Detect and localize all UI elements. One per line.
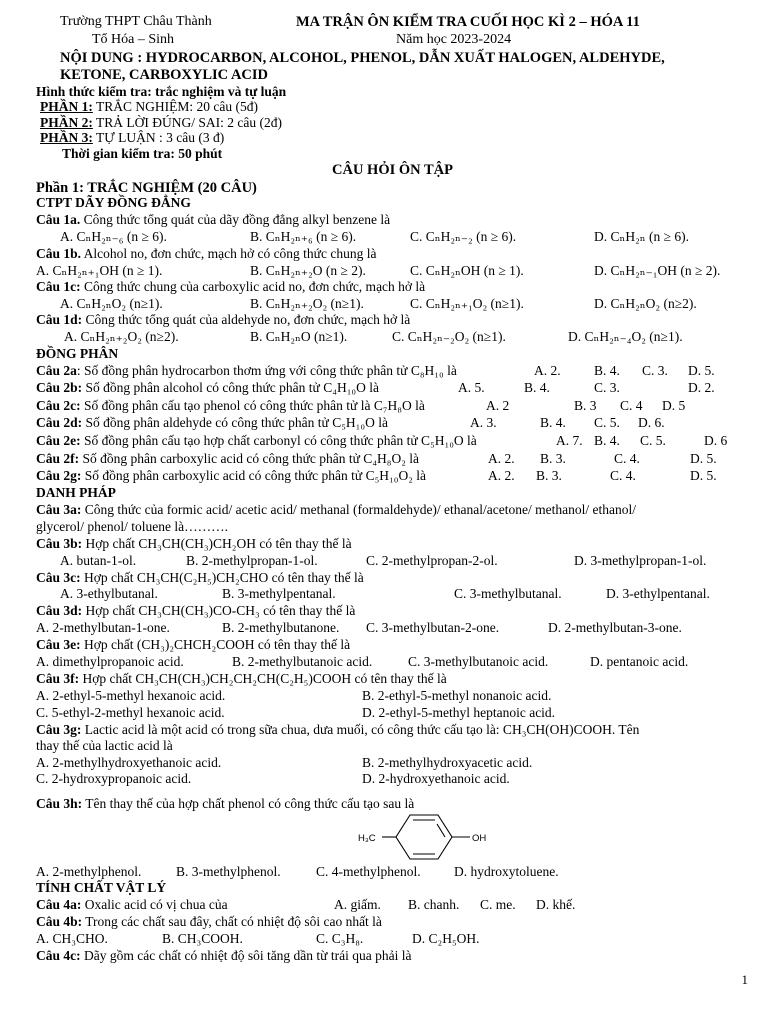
question-label: Câu 1d:: [36, 312, 83, 327]
option-a: A. giấm.: [334, 897, 381, 912]
option-c: C. 3-methylbutanal.: [454, 586, 562, 601]
option-b: B. 4.: [594, 433, 620, 448]
option-a: A. 2-methylbutan-1-one.: [36, 620, 170, 635]
question-3f: [36, 671, 447, 687]
question-text: Số đồng phân cấu tạo hợp chất carbonyl có công thức phân tử C₅H₁₀O là: [80, 433, 477, 448]
part-3-label: PHẦN 3:: [40, 130, 93, 145]
option-c: C. 4.: [614, 451, 640, 466]
part-3-info: [40, 130, 224, 146]
option-a: A. 2.: [488, 468, 515, 483]
option-a: A. 2: [486, 398, 510, 413]
option-d: D. 3-ethylpentanal.: [606, 586, 710, 601]
option-d: D. pentanoic acid.: [590, 654, 689, 669]
question-label: Câu 3c:: [36, 570, 81, 585]
question-4c: [36, 948, 411, 964]
option-a: A. 2-methylphenol.: [36, 864, 142, 879]
question-3e: [36, 637, 350, 653]
question-4a: [36, 897, 228, 913]
option-a: A. 3.: [470, 415, 497, 430]
question-label: Câu 2a: [36, 363, 77, 378]
option-d: D. 3-methylpropan-1-ol.: [574, 553, 707, 568]
question-1b: [36, 246, 376, 262]
option-a: A. CₙH₂ₙ₊₁OH (n ≥ 1).: [36, 263, 163, 278]
option-d: D. C₂H₅OH.: [412, 931, 480, 946]
question-text: Dãy gồm các chất có nhiệt độ sôi tăng dần từ trái qua phải là: [80, 948, 412, 963]
question-text: Hợp chất CH₃CH(C₂H₅)CH₂CHO có tên thay thế là: [80, 570, 364, 585]
option-c: C. 3.: [642, 363, 668, 378]
option-a: A. 2-methylhydroxyethanoic acid.: [36, 755, 222, 770]
option-d: D. 5: [662, 398, 686, 413]
option-b: B. 3: [574, 398, 597, 413]
option-a: A. 5.: [458, 380, 485, 395]
option-d: D. 2.: [688, 380, 715, 395]
question-2g: [36, 468, 426, 484]
part-1-label: PHẦN 1:: [40, 99, 93, 114]
section-heading: ĐỒNG PHÂN: [36, 346, 119, 361]
question-4b: [36, 914, 382, 930]
question-label: Câu 3h:: [36, 796, 83, 811]
school-name: Trường THPT Châu Thành: [60, 14, 212, 29]
doc-title: MA TRẬN ÔN KIỂM TRA CUỐI HỌC KÌ 2 – HÓA 11: [296, 14, 640, 30]
question-2a: [36, 363, 457, 379]
option-c: C. 5-ethyl-2-methyl hexanoic acid.: [36, 705, 225, 720]
hydroxyl-label: OH: [472, 833, 487, 844]
option-b: B. 2-ethyl-5-methyl nonanoic acid.: [362, 688, 552, 703]
option-c: C. 2-hydroxypropanoic acid.: [36, 771, 192, 786]
question-3g-continued: thay thế của lactic acid là: [36, 738, 173, 753]
option-a: A. butan-1-ol.: [60, 553, 137, 568]
option-c: C. 3-methylbutanoic acid.: [408, 654, 549, 669]
question-text: Số đồng phân carboxylic acid có công thức phân tử C₄H₈O₂ là: [79, 451, 420, 466]
part-1-text: TRẮC NGHIỆM: 20 câu (5đ): [92, 99, 258, 114]
question-1c: [36, 279, 425, 295]
question-3g: [36, 722, 639, 738]
option-d: D. CₙH₂ₙO₂ (n≥2).: [594, 296, 697, 311]
option-d: D. CₙH₂ₙ (n ≥ 6).: [594, 229, 690, 244]
option-a: A. 2.: [534, 363, 561, 378]
question-1d: [36, 312, 410, 328]
exam-form: Hình thức kiểm tra: trắc nghiệm và tự luận: [36, 84, 287, 99]
question-label: Câu 1a.: [36, 212, 81, 227]
content-line-2: KETONE, CARBOXYLIC ACID: [60, 67, 269, 83]
option-d: D. 6.: [638, 415, 665, 430]
question-text: Công thức của formic acid/ acetic acid/ methanal (formaldehyde)/ ethanal/acetone/ methanol/ ethanol/: [81, 502, 636, 517]
question-label: Câu 3a:: [36, 502, 82, 517]
option-a: A. CₙH₂ₙ₊₂O₂ (n≥2).: [64, 329, 179, 344]
option-b: B. 3-methylphenol.: [176, 864, 281, 879]
part-2-label: PHẦN 2:: [40, 115, 93, 130]
option-c: C. 4-methylphenol.: [316, 864, 421, 879]
question-text: Công thức tổng quát của aldehyde no, đơn chức, mạch hở là: [82, 312, 411, 327]
question-label: Câu 2f:: [36, 451, 80, 466]
option-c: C. 5.: [640, 433, 666, 448]
option-c: C. 4.: [610, 468, 636, 483]
option-d: D. 5.: [690, 451, 717, 466]
question-2c: [36, 398, 425, 414]
option-b: B. 4.: [540, 415, 566, 430]
option-a: A. 2.: [488, 451, 515, 466]
option-b: B. 2-methylbutanoic acid.: [232, 654, 373, 669]
option-b: B. CₙH₂ₙ₊₆ (n ≥ 6).: [250, 229, 357, 244]
question-label: Câu 4a:: [36, 897, 82, 912]
question-label: Câu 2e:: [36, 433, 81, 448]
exam-time: Thời gian kiểm tra: 50 phút: [62, 146, 223, 161]
question-text: Hợp chất CH₃CH(CH₃)CH₂CH₂CH(C₂H₅)COOH có tên thay thế là: [79, 671, 447, 686]
section-heading: TÍNH CHẤT VẬT LÝ: [36, 880, 167, 895]
question-1a: [36, 212, 390, 228]
option-c: C. CₙH₂ₙ₊₁O₂ (n≥1).: [410, 296, 524, 311]
option-d: D. 2-hydroxyethanoic acid.: [362, 771, 510, 786]
option-c: C. 2-methylpropan-2-ol.: [366, 553, 498, 568]
option-d: D. 5.: [690, 468, 717, 483]
question-label: Câu 2c:: [36, 398, 81, 413]
review-title: CÂU HỎI ÔN TẬP: [332, 162, 453, 178]
question-text: Trong các chất sau đây, chất có nhiệt độ sôi cao nhất là: [82, 914, 382, 929]
option-b: B. CₙH₂ₙ₊₂O (n ≥ 2).: [250, 263, 366, 278]
question-label: Câu 3g:: [36, 722, 82, 737]
option-d: D. hydroxytoluene.: [454, 864, 559, 879]
option-d: D. 2-methylbutan-3-one.: [548, 620, 682, 635]
option-d: D. 5.: [688, 363, 715, 378]
question-3a: [36, 502, 636, 518]
option-c: C. 3.: [594, 380, 620, 395]
p-cresol-structure: [356, 808, 496, 866]
question-label: Câu 3f:: [36, 671, 80, 686]
school-year: Năm học 2023-2024: [396, 32, 512, 47]
question-3b: [36, 536, 352, 552]
question-label: Câu 3b:: [36, 536, 83, 551]
question-label: Câu 4c:: [36, 948, 81, 963]
option-a: A. 2-ethyl-5-methyl hexanoic acid.: [36, 688, 226, 703]
option-b: B. 2-methylhydroxyacetic acid.: [362, 755, 533, 770]
page-number: 1: [741, 972, 748, 987]
option-c: C. me.: [480, 897, 516, 912]
question-text: Số đồng phân carboxylic acid có công thức phân tử C₅H₁₀O₂ là: [81, 468, 427, 483]
question-2e: [36, 433, 477, 449]
option-d: D. 6: [704, 433, 728, 448]
option-c: C. CₙH₂ₙOH (n ≥ 1).: [410, 263, 524, 278]
part-2-text: TRẢ LỜI ĐÚNG/ SAI: 2 câu (2đ): [92, 115, 282, 130]
option-b: B. CₙH₂ₙO (n≥1).: [250, 329, 348, 344]
question-text: Số đồng phân aldehyde có công thức phân tử C₅H₁₀O là: [82, 415, 388, 430]
question-text: Lactic acid là một acid có trong sữa chua, dưa muối, có công thức cấu tạo là: CH₃CH(OH)COOH. Tên: [81, 722, 640, 737]
question-3d: [36, 603, 355, 619]
question-label: Câu 2g:: [36, 468, 82, 483]
option-b: B. 3-methylpentanal.: [222, 586, 336, 601]
option-b: B. 4.: [594, 363, 620, 378]
question-label: Câu 2d:: [36, 415, 83, 430]
question-label: Câu 1b.: [36, 246, 82, 261]
option-a: A. CₙH₂ₙ₋₆ (n ≥ 6).: [60, 229, 167, 244]
option-a: A. 3-ethylbutanal.: [60, 586, 158, 601]
option-a: A. CₙH₂ₙO₂ (n≥1).: [60, 296, 163, 311]
option-c: C. 5.: [594, 415, 620, 430]
option-d: D. 2-ethyl-5-methyl heptanoic acid.: [362, 705, 556, 720]
option-b: B. chanh.: [408, 897, 460, 912]
section-heading: DANH PHÁP: [36, 485, 116, 500]
question-label: Câu 2b:: [36, 380, 83, 395]
content-line-1: NỘI DUNG : HYDROCARBON, ALCOHOL, PHENOL, DẪN XUẤT HALOGEN, ALDEHYDE,: [60, 50, 665, 66]
option-d: D. khế.: [536, 897, 576, 912]
part-1-heading: Phần 1: TRẮC NGHIỆM (20 CÂU): [36, 180, 257, 196]
option-c: C. 4: [620, 398, 643, 413]
option-a: A. CH₃CHO.: [36, 931, 108, 946]
option-c: C. 3-methylbutan-2-one.: [366, 620, 500, 635]
question-text: Oxalic acid có vị chua của: [81, 897, 228, 912]
question-3a-continued: glycerol/ phenol/ toluene là……….: [36, 519, 228, 534]
question-text: Tên thay thế của hợp chất phenol có công thức cấu tạo sau là: [82, 796, 415, 811]
question-label: Câu 3d:: [36, 603, 83, 618]
question-text: Số đồng phân cấu tạo phenol có công thức phân tử là C₇H₈O là: [80, 398, 425, 413]
question-3c: [36, 570, 364, 586]
part-2-info: [40, 115, 282, 131]
question-text: Số đồng phân alcohol có công thức phân tử C₄H₁₀O là: [82, 380, 379, 395]
question-2b: [36, 380, 379, 396]
part-1-info: [40, 99, 258, 115]
question-label: Câu 4b:: [36, 914, 83, 929]
question-text: : Số đồng phân hydrocarbon thơm ứng với công thức phân tử C₈H₁₀ là: [76, 363, 457, 378]
section-heading: CTPT DÃY ĐỒNG ĐẲNG: [36, 195, 191, 210]
option-b: B. 3.: [536, 468, 562, 483]
question-text: Công thức chung của carboxylic acid no, đơn chức, mạch hở là: [80, 279, 426, 294]
option-b: B. 3.: [540, 451, 566, 466]
option-b: B. 2-methylpropan-1-ol.: [186, 553, 318, 568]
option-c: C. CₙH₂ₙ₋₂O₂ (n≥1).: [392, 329, 506, 344]
part-3-text: TỰ LUẬN : 3 câu (3 đ): [92, 130, 225, 145]
question-text: Hợp chất CH₃CH(CH₃)CH₂OH có tên thay thế là: [82, 536, 352, 551]
option-d: D. CₙH₂ₙ₋₁OH (n ≥ 2).: [594, 263, 721, 278]
question-label: Câu 1c:: [36, 279, 81, 294]
question-2f: [36, 451, 419, 467]
methyl-label: H₃C: [358, 833, 376, 844]
question-text: Hợp chất (CH₃)₂CHCH₂COOH có tên thay thế là: [80, 637, 351, 652]
option-d: D. CₙH₂ₙ₋₄O₂ (n≥1).: [568, 329, 683, 344]
question-text: Hợp chất CH₃CH(CH₃)CO-CH₃ có tên thay thế là: [82, 603, 356, 618]
department: Tổ Hóa – Sinh: [92, 32, 175, 47]
option-c: C. CₙH₂ₙ₋₂ (n ≥ 6).: [410, 229, 517, 244]
option-a: A. dimethylpropanoic acid.: [36, 654, 184, 669]
question-2d: [36, 415, 388, 431]
option-a: A. 7.: [556, 433, 583, 448]
option-b: B. 2-methylbutanone.: [222, 620, 340, 635]
option-b: B. 4.: [524, 380, 550, 395]
option-b: B. CₙH₂ₙ₊₂O₂ (n≥1).: [250, 296, 364, 311]
question-text: Công thức tổng quát của dãy đồng đẳng alkyl benzene là: [80, 212, 391, 227]
option-c: C. C₃H₈.: [316, 931, 364, 946]
option-b: B. CH₃COOH.: [162, 931, 243, 946]
question-label: Câu 3e:: [36, 637, 81, 652]
question-text: Alcohol no, đơn chức, mạch hở có công thức chung là: [81, 246, 377, 261]
